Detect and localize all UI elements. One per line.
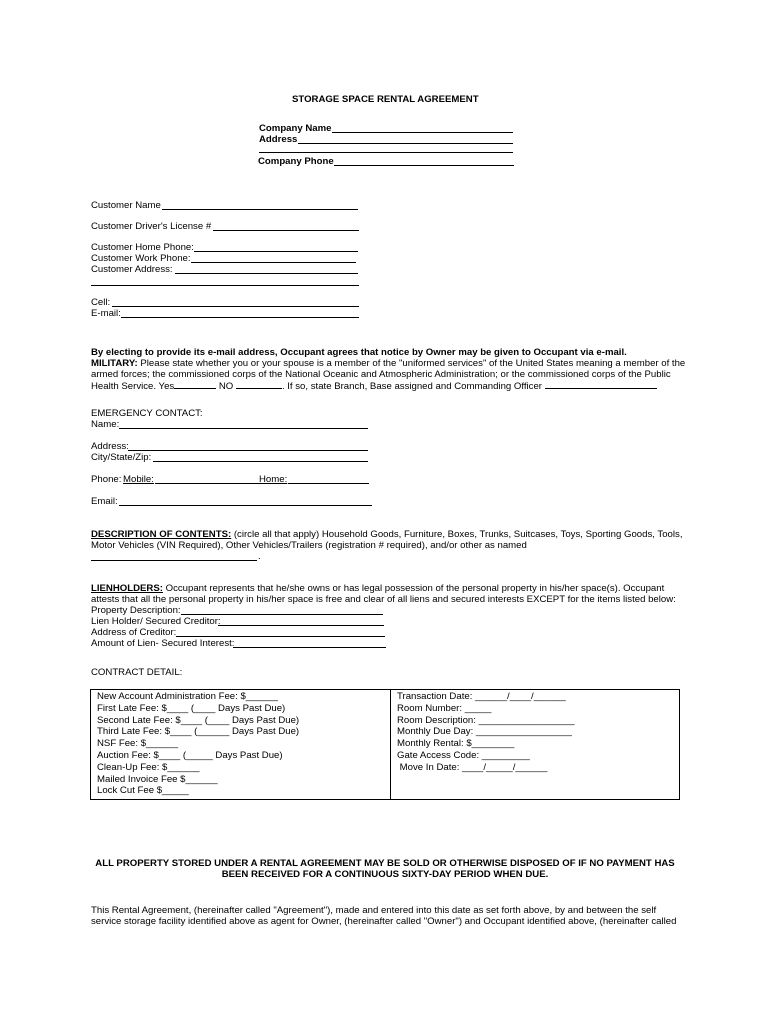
emergency-home-label: Home: (259, 474, 288, 485)
fee-auction[interactable]: Auction Fee: $____ (_____ Days Past Due) (97, 749, 283, 761)
creditor-address-label: Address of Creditor: (91, 627, 177, 638)
contents-other-field[interactable] (91, 560, 257, 561)
agreement-line-2: service storage facility identified above as agent for Owner, (hereinafter called "Owner") and Occupant identified above, (hereinafter called (91, 916, 677, 927)
company-address-field[interactable] (298, 143, 513, 144)
customer-license-label: Customer Driver's License # (91, 221, 212, 232)
fee-nsf[interactable]: NSF Fee: $______ (97, 738, 179, 750)
customer-license-field[interactable] (213, 230, 359, 231)
lienholders-line-1 (91, 583, 664, 594)
military-line-1 (91, 358, 685, 369)
property-description-label: Property Description: (91, 605, 181, 616)
fee-second-late[interactable]: Second Late Fee: $____ (____ Days Past Due) (97, 714, 300, 726)
fee-new-account[interactable]: New Account Administration Fee: $______ (97, 691, 278, 702)
customer-home-phone-field[interactable] (194, 251, 358, 252)
military-no-label: NO (218, 381, 234, 392)
customer-email-label: E-mail: (91, 308, 121, 319)
fee-clean-up[interactable]: Clean-Up Fee: $______ (97, 761, 200, 773)
gate-access-code[interactable]: Gate Access Code: _________ (397, 749, 530, 761)
customer-email-field[interactable] (121, 317, 359, 318)
fee-lock-cut[interactable]: Lock Cut Fee $_____ (97, 785, 189, 797)
company-address-field-2[interactable] (259, 152, 513, 153)
company-address-label: Address (259, 134, 298, 145)
warning-line-1: ALL PROPERTY STORED UNDER A RENTAL AGREEMENT MAY BE SOLD OR OTHERWISE DISPOSED OF IF NO PAYMENT HAS (95, 858, 675, 869)
contents-heading: DESCRIPTION OF CONTENTS: (91, 529, 232, 540)
emergency-home-field[interactable] (288, 483, 369, 484)
contract-fees-cell (91, 690, 391, 800)
military-no-field[interactable] (236, 380, 282, 389)
emergency-email-field[interactable] (119, 505, 372, 506)
lien-holder-field[interactable] (218, 625, 384, 626)
contents-line-3: . (258, 551, 261, 562)
contents-text-1: (circle all that apply) Household Goods, Furniture, Boxes, Trunks, Suitcases, Toys, Sporting Goods, Tools, (231, 529, 683, 540)
military-line-3 (91, 380, 657, 392)
customer-work-phone-field[interactable] (191, 262, 356, 263)
lienholders-line-2: attests that all the personal property in his/her space is free and clear of all liens and secured interests EXCEPT for the items listed below: (91, 594, 676, 605)
company-name-label: Company Name (259, 123, 332, 134)
customer-cell-field[interactable] (112, 306, 359, 307)
military-text-1: Please state whether you or your spouse is a member of the "uniformed services" of the United States meaning a member of the (140, 358, 686, 369)
military-line-2: armed forces; the commissioned corps of the National Oceanic and Atmospheric Administration; or the commissioned corps of the Public (91, 369, 671, 380)
customer-address-field[interactable] (175, 273, 358, 274)
emergency-mobile-label: Mobile: (123, 474, 154, 485)
emergency-name-field[interactable] (119, 428, 368, 429)
company-phone-label: Company Phone (258, 156, 334, 167)
emergency-city-label: City/State/Zip: (91, 452, 152, 463)
emergency-heading: EMERGENCY CONTACT: (91, 408, 203, 419)
emergency-city-field[interactable] (153, 461, 368, 462)
lienholders-text-1: Occupant represents that he/she owns or has legal possession of the personal property in his/her space(s). Occupant (162, 583, 665, 594)
monthly-rental[interactable]: Monthly Rental: $________ (397, 738, 515, 750)
customer-name-label: Customer Name (91, 200, 161, 211)
contents-line-1 (91, 529, 683, 540)
company-phone-field[interactable] (334, 165, 514, 166)
contract-detail-table (90, 689, 680, 800)
fee-third-late[interactable]: Third Late Fee: $____ (______ Days Past Due) (97, 726, 300, 738)
emergency-name-label: Name: (91, 419, 120, 430)
customer-address-field-2[interactable] (91, 285, 359, 286)
contents-line-2: Motor Vehicles (VIN Required), Other Vehicles/Trailers (registration # required), and/or other as named (91, 540, 527, 551)
military-yes-label: Health Service. Yes (91, 381, 175, 392)
email-notice: By electing to provide its e-mail address, Occupant agrees that notice by Owner may be given to Occupant via e-mail. (91, 347, 627, 358)
military-branch-label: . If so, state Branch, Base assigned and Commanding Officer (281, 381, 542, 392)
lien-holder-label: Lien Holder/ Secured Creditor: (91, 616, 221, 627)
contract-rental-cell (391, 690, 680, 800)
room-number[interactable]: Room Number: _____ (397, 702, 492, 714)
lienholders-heading: LIENHOLDERS: (91, 583, 163, 594)
company-name-field[interactable] (332, 132, 513, 133)
room-description[interactable]: Room Description: __________________ (397, 714, 575, 726)
customer-work-phone-label: Customer Work Phone: (91, 253, 191, 264)
move-in-date[interactable]: Move In Date: ____/_____/______ (397, 761, 548, 773)
lien-amount-label: Amount of Lien- Secured Interest: (91, 638, 235, 649)
emergency-phone-label: Phone: (91, 474, 122, 485)
contract-heading: CONTRACT DETAIL: (91, 667, 183, 678)
emergency-email-label: Email: (91, 496, 118, 507)
emergency-address-field[interactable] (128, 450, 368, 451)
military-heading: MILITARY: (91, 358, 138, 369)
agreement-line-1: This Rental Agreement, (hereinafter called "Agreement"), made and entered into this date as set forth above, by and between the self (91, 905, 657, 916)
monthly-due-day[interactable]: Monthly Due Day: __________________ (397, 726, 572, 738)
emergency-address-label: Address: (91, 441, 129, 452)
customer-address-label: Customer Address: (91, 264, 173, 275)
lien-amount-field[interactable] (233, 647, 386, 648)
emergency-mobile-field[interactable] (155, 483, 259, 484)
contract-detail-row (91, 690, 680, 800)
fee-first-late[interactable]: First Late Fee: $____ (____ Days Past Due) (97, 702, 286, 714)
customer-home-phone-label: Customer Home Phone: (91, 242, 194, 253)
military-yes-field[interactable] (174, 380, 216, 389)
military-branch-field[interactable] (545, 380, 657, 389)
transaction-date[interactable]: Transaction Date: ______/____/______ (397, 691, 566, 702)
creditor-address-field[interactable] (176, 636, 385, 637)
customer-name-field[interactable] (162, 209, 358, 210)
warning-line-2: BEEN RECEIVED FOR A CONTINUOUS SIXTY-DAY PERIOD WHEN DUE. (221, 869, 549, 880)
document-title: STORAGE SPACE RENTAL AGREEMENT (292, 94, 479, 105)
fee-mailed-invoice[interactable]: Mailed Invoice Fee $______ (97, 773, 218, 785)
customer-cell-label: Cell: (91, 297, 111, 308)
property-description-field[interactable] (181, 614, 383, 615)
